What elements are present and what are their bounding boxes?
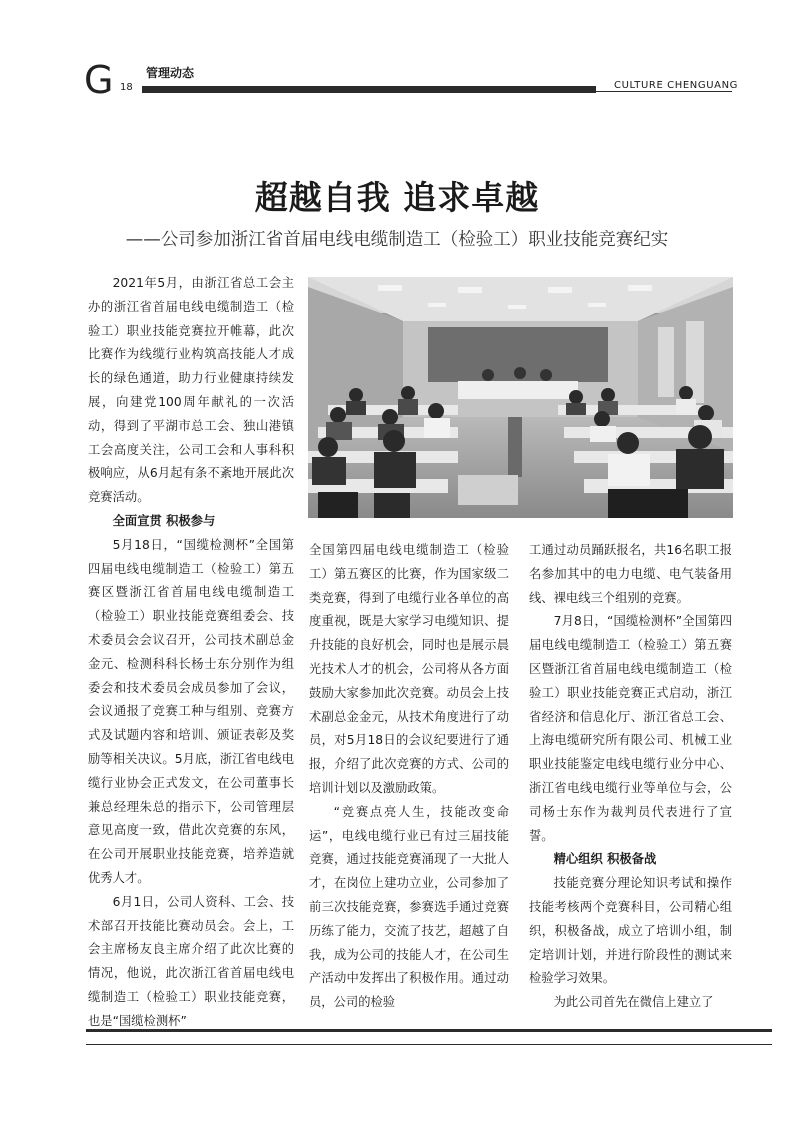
paragraph: 6月1日，公司人资科、工会、技术部召开技能比赛动员会。会上，工会主席杨友良主席介绍了此次比赛的情况，他说，此次浙江省首届电线电缆制造工（检验工）职业技能竞赛，也是“国缆检测杯” — [88, 894, 294, 1028]
section-heading: 精心组织 积极备战 — [553, 852, 657, 867]
footer-rule-thick — [86, 1029, 772, 1032]
magazine-name: CULTURE CHENGUANG — [614, 80, 739, 91]
footer-rule-thin — [86, 1044, 772, 1045]
paragraph: 技能竞赛分理论知识考试和操作技能考核两个竞赛科目，公司精心组织，积极备战，成立了培训小组，制定培训计划，并进行阶段性的测试来检验学习效果。 — [529, 876, 732, 986]
column-2 — [309, 539, 509, 1015]
paragraph: 全国第四届电线电缆制造工（检验工）第五赛区的比赛，作为国家级二类竞赛，得到了电缆行业各单位的高度重视，既是大家学习电缆知识、提升技能的良好机会，同时也是展示晨光技术人才的机会，公司将从各方面鼓励大家参加此次竞赛。动员会上技术副总金金元，从技术角度进行了动员，对5月18日的会议纪要进行了通报，介绍了此次竞赛的方式、公司的培训计划以及激励政策。 — [309, 543, 509, 795]
column-1 — [88, 272, 294, 1034]
page-number: 18 — [120, 82, 133, 93]
section-title: 管理动态 — [146, 66, 195, 80]
paragraph: 工通过动员踊跃报名，共16名职工报名参加其中的电力电缆、电气装备用线、裸电线三个组别的竞赛。 — [529, 543, 732, 605]
section-letter: G — [84, 58, 114, 102]
paragraph: 为此公司首先在微信上建立了 — [553, 995, 714, 1010]
paragraph: “竞赛点亮人生，技能改变命运”，电线电缆行业已有过三届技能竞赛，通过技能竞赛涌现了一大批人才，在岗位上建功立业，公司参加了前三次技能竞赛，参赛选手通过竞赛历练了能力，交流了技艺，超越了自我，成为公司的技能人才，在公司生产活动中发挥出了积极作用。通过动员，公司的检验 — [309, 804, 509, 1010]
paragraph: 5月18日，“国缆检测杯”全国第四届电线电缆制造工（检验工）第五赛区暨浙江省首届电线电缆制造工（检验工）职业技能竞赛组委会、技术委员会会议召开，公司技术副总金金元、检测科科长杨士东分别作为组委会和技术委员会成员参加了会议，会议通报了竞赛工种与组别、竞赛方式及试题内容和培训、颁证表彰及奖励等相关决议。5月底，浙江省电线电缆行业协会正式发文，在公司董事长兼总经理朱总的指示下，公司管理层意见高度一致，借此次竞赛的东风，在公司开展职业技能竞赛，培养造就优秀人才。 — [88, 537, 294, 885]
paragraph: 7月8日，“国缆检测杯”全国第四届电线电缆制造工（检验工）第五赛区暨浙江省首届电线电缆制造工（检验工）职业技能竞赛正式启动，浙江省经济和信息化厅、浙江省总工会、上海电缆研究所有限公司、机械工业职业技能鉴定电线电缆行业分中心、浙江省电线电缆行业等单位与会，公司杨士东作为裁判员代表进行了宣誓。 — [529, 614, 732, 843]
meeting-photo-drawing — [308, 277, 733, 518]
header-bar — [142, 86, 596, 93]
paragraph: 2021年5月，由浙江省总工会主办的浙江省首届电线电缆制造工（检验工）职业技能竞赛拉开帷幕，此次比赛作为线缆行业构筑高技能人才成长的绿色通道，助力行业健康持续发展，向建党100周年献礼的一次活动，得到了平湖市总工会、独山港镇工会高度关注，公司工会和人事科积极响应，从6月起有条不紊地开展此次竞赛活动。 — [88, 276, 294, 505]
article-subtitle: ——公司参加浙江省首届电线电缆制造工（检验工）职业技能竞赛纪实 — [125, 230, 669, 250]
meeting-photo — [308, 277, 733, 518]
section-heading: 全面宣贯 积极参与 — [112, 513, 216, 528]
column-3 — [529, 539, 732, 1015]
article-title: 超越自我 追求卓越 — [254, 178, 540, 217]
